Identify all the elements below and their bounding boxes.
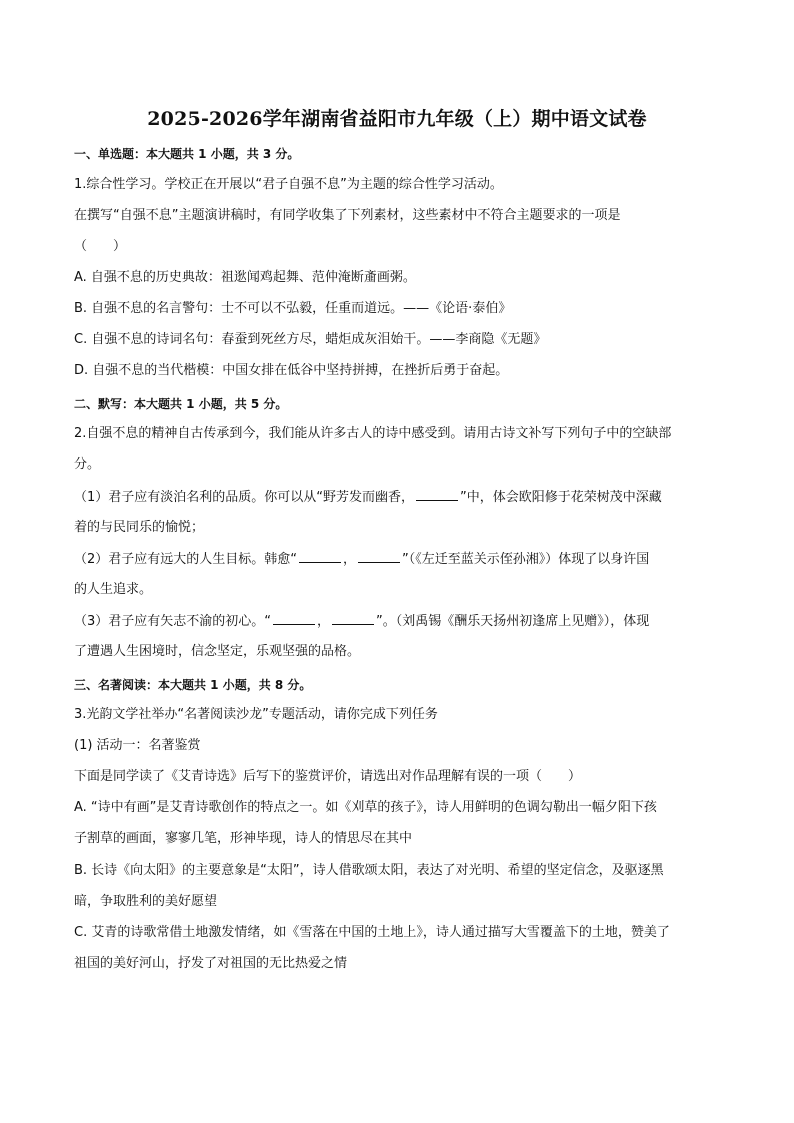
q2-part2-line2: 的人生追求。	[74, 582, 153, 597]
answer-blank[interactable]	[332, 612, 374, 625]
q2-part1	[74, 488, 724, 507]
q2-part2-after: ”（《左迁至蓝关示侄孙湘》）体现了以身许国	[402, 552, 650, 567]
section-heading-classics-reading: 三、名著阅读：本大题共 1 小题，共 8 分。	[74, 678, 312, 692]
q1-option-d: D. 自强不息的当代楷模：中国女排在低谷中坚持拼搏，在挫折后勇于奋起。	[74, 363, 509, 378]
q3-option-c: C. 艾青的诗歌常借土地激发情绪，如《雪落在中国的土地上》，诗人通过描写大雪覆盖下的土地，赞美了	[74, 925, 670, 940]
exam-title: 2025-2026学年湖南省益阳市九年级（上）期中语文试卷	[147, 108, 647, 130]
q3-option-a: A. “诗中有画”是艾青诗歌创作的特点之一。如《刈草的孩子》，诗人用鲜明的色调勾勒出一幅夕阳下孩	[74, 800, 657, 815]
q2-part1-after: ”中，体会欧阳修于花荣树茂中深藏	[460, 490, 662, 505]
answer-blank[interactable]	[416, 488, 458, 501]
section-heading-dictation: 二、默写：本大题共 1 小题，共 5 分。	[74, 397, 288, 411]
answer-blank[interactable]	[299, 550, 341, 563]
answer-blank[interactable]	[273, 612, 315, 625]
q3-option-b: B. 长诗《向太阳》的主要意象是“太阳”，诗人借歌颂太阳，表达了对光明、希望的坚定信念，及驱逐黑	[74, 863, 664, 878]
q1-answer-paren: （ ）	[74, 239, 127, 254]
q2-part1-before: （1）君子应有淡泊名利的品质。你可以从“野芳发而幽香，	[74, 490, 415, 505]
q2-part1-line2: 着的与民同乐的愉悦；	[74, 520, 205, 535]
q2-part2-before: （2）君子应有远大的人生目标。韩愈“	[74, 552, 298, 567]
q3-stem: 3.光韵文学社举办“名著阅读沙龙”专题活动，请你完成下列任务	[74, 707, 438, 722]
q2-part3-line2: 了遭遇人生困境时，信念坚定，乐观坚强的品格。	[74, 644, 361, 659]
q1-stem-line2: 在撰写“自强不息”主题演讲稿时，有同学收集了下列素材，这些素材中不符合主题要求的一项是	[74, 208, 621, 223]
q2-stem: 2.自强不息的精神自古传承到今，我们能从许多古人的诗中感受到。请用古诗文补写下列句子中的空缺部	[74, 426, 672, 441]
q2-part2	[74, 550, 724, 569]
q1-stem: 1.综合性学习。学校正在开展以“君子自强不息”为主题的综合性学习活动。	[74, 177, 503, 192]
answer-blank[interactable]	[358, 550, 400, 563]
q2-part3-comma: ，	[317, 614, 331, 629]
q1-option-a: A. 自强不息的历史典故：祖逖闻鸡起舞、范仲淹断齑画粥。	[74, 270, 416, 285]
section-heading-single-choice: 一、单选题：本大题共 1 小题，共 3 分。	[74, 147, 300, 161]
q3-activity-1: (1) 活动一：名著鉴赏	[74, 738, 201, 753]
q3-option-c-line2: 祖国的美好河山，抒发了对祖国的无比热爱之情	[74, 956, 348, 971]
q3-activity-1-prompt: 下面是同学读了《艾青诗选》后写下的鉴赏评价，请选出对作品理解有误的一项（ ）	[74, 769, 582, 784]
q2-stem-line2: 分。	[74, 457, 101, 472]
q2-part3	[74, 612, 724, 631]
q2-part2-comma: ，	[343, 552, 357, 567]
q2-part3-after: ”。（刘禹锡《酬乐天扬州初逢席上见赠》），体现	[376, 614, 650, 629]
q3-option-b-line2: 暗，争取胜利的美好愿望	[74, 894, 218, 909]
q2-part3-before: （3）君子应有矢志不渝的初心。“	[74, 614, 272, 629]
q3-option-a-line2: 子割草的画面，寥寥几笔，形神毕现，诗人的情思尽在其中	[74, 831, 413, 846]
q1-option-c: C. 自强不息的诗词名句：春蚕到死丝方尽，蜡炬成灰泪始干。——李商隐《无题》	[74, 332, 547, 347]
q1-option-b: B. 自强不息的名言警句：士不可以不弘毅，任重而道远。——《论语·泰伯》	[74, 301, 512, 316]
